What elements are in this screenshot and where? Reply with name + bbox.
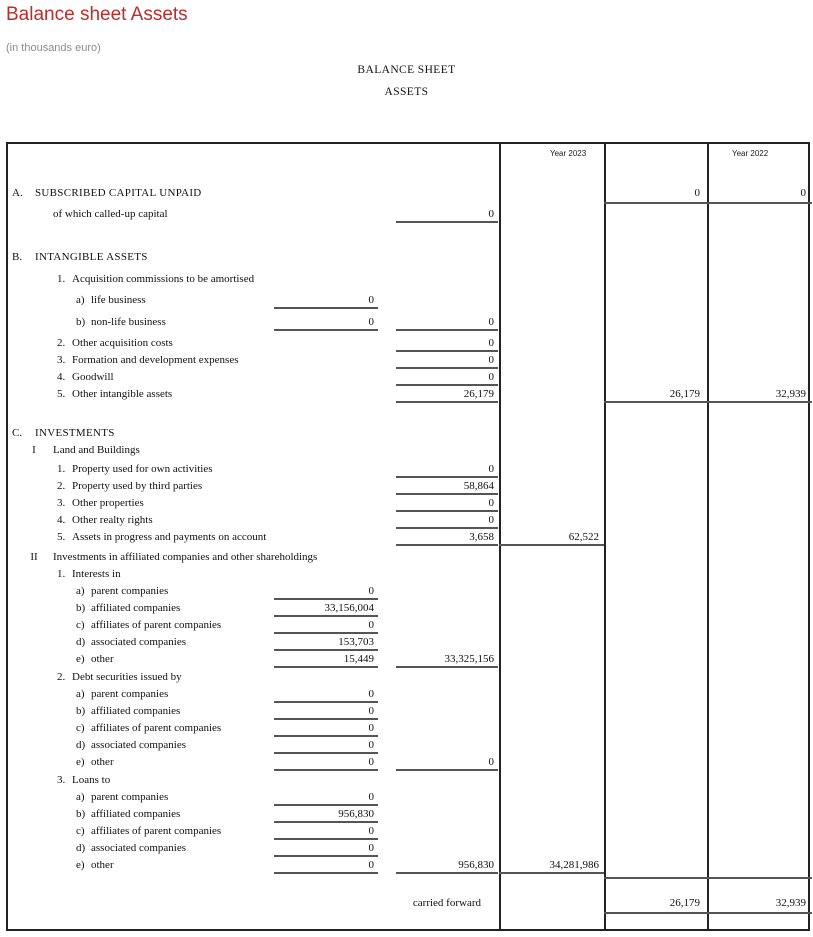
row-marker: I — [32, 444, 36, 456]
row-label: SUBSCRIBED CAPITAL UNPAID — [35, 187, 202, 199]
row-label: other — [91, 653, 114, 665]
row-land-and-buildings — [8, 444, 808, 458]
cell-underline — [396, 221, 498, 223]
cell-underline — [274, 735, 378, 737]
value-subtotal: 0 — [488, 371, 494, 383]
row-marker: d) — [76, 842, 86, 854]
column-header-year-2023: Year 2023 — [550, 149, 587, 158]
row-label: Other acquisition costs — [72, 337, 173, 349]
row-label: Property used by third parties — [72, 480, 203, 492]
row-marker: 5. — [57, 531, 66, 543]
carried-forward-label: carried forward — [412, 897, 481, 909]
value-subtotal: 956,830 — [458, 859, 494, 871]
row-marker: 5. — [57, 388, 66, 400]
row-other-acquisition-costs — [8, 337, 808, 351]
cell-underline — [604, 912, 812, 914]
row-marker: 2. — [57, 480, 66, 492]
value-detail: 33,156,004 — [324, 602, 374, 614]
row-loans-associated-companies — [8, 842, 808, 856]
row-label: Other properties — [72, 497, 144, 509]
cell-underline — [396, 350, 498, 352]
row-label: affiliated companies — [91, 705, 181, 717]
row-marker: 4. — [57, 514, 66, 526]
row-interests-parent-companies — [8, 585, 808, 599]
value-section-total-2023: 34,281,986 — [549, 859, 599, 871]
value-total-2022: 0 — [800, 187, 806, 199]
row-marker: e) — [76, 653, 85, 665]
cell-underline — [274, 329, 378, 331]
row-label: associated companies — [91, 739, 186, 751]
value-subtotal: 0 — [488, 463, 494, 475]
cell-underline — [274, 769, 378, 771]
value-detail: 15,449 — [343, 653, 374, 665]
cell-underline — [604, 202, 812, 204]
row-interests-in — [8, 568, 808, 582]
value-subtotal: 0 — [488, 337, 494, 349]
row-marker: 4. — [57, 371, 66, 383]
row-label: affiliates of parent companies — [91, 722, 222, 734]
row-goodwill — [8, 371, 808, 385]
row-marker: B. — [12, 251, 23, 263]
row-other-intangible-assets — [8, 388, 808, 402]
row-marker: c) — [76, 722, 85, 734]
cell-underline — [274, 838, 378, 840]
row-debt-securities — [8, 671, 808, 685]
page-subtitle: (in thousands euro) — [6, 42, 101, 54]
cell-underline — [396, 476, 498, 478]
row-label: life business — [91, 294, 146, 306]
value-detail: 0 — [368, 688, 374, 700]
cell-topline — [604, 877, 812, 879]
row-label: Assets in progress and payments on account — [72, 531, 267, 543]
row-interests-affiliates-of-parent — [8, 619, 808, 633]
value-section-total-2023: 62,522 — [568, 531, 599, 543]
row-subscribed-capital-unpaid — [8, 187, 808, 201]
cell-underline — [499, 544, 604, 546]
row-label: Land and Buildings — [53, 444, 140, 456]
cell-underline — [274, 872, 378, 874]
row-marker: d) — [76, 636, 86, 648]
value-detail: 0 — [368, 722, 374, 734]
row-label: Other realty rights — [72, 514, 153, 526]
value-subtotal: 26,179 — [463, 388, 494, 400]
document-heading-line1: BALANCE SHEET — [357, 64, 456, 76]
document-heading-line2: ASSETS — [384, 86, 429, 98]
row-marker: e) — [76, 756, 85, 768]
row-label: parent companies — [91, 585, 169, 597]
row-marker: b) — [76, 808, 86, 820]
value-subtotal: 0 — [488, 354, 494, 366]
cell-underline — [274, 615, 378, 617]
row-marker: a) — [76, 585, 85, 597]
value-total-2023: 0 — [694, 187, 700, 199]
row-label: INTANGIBLE ASSETS — [35, 251, 148, 263]
cell-underline — [274, 821, 378, 823]
row-marker: e) — [76, 859, 85, 871]
row-loans-to — [8, 774, 808, 788]
balance-sheet-table — [6, 142, 810, 931]
value-subtotal: 0 — [488, 514, 494, 526]
value-total-2022: 32,939 — [775, 388, 806, 400]
cell-underline — [274, 855, 378, 857]
row-marker: b) — [76, 602, 86, 614]
cell-underline — [396, 401, 498, 403]
row-called-up-capital — [8, 208, 808, 222]
cell-underline — [274, 632, 378, 634]
cell-underline — [274, 666, 378, 668]
value-detail: 0 — [368, 791, 374, 803]
value-subtotal: 33,325,156 — [444, 653, 494, 665]
row-marker: 1. — [57, 463, 66, 475]
row-marker: A. — [12, 187, 23, 199]
row-label: Loans to — [72, 774, 111, 786]
row-label: Debt securities issued by — [72, 671, 182, 683]
row-marker: b) — [76, 705, 86, 717]
row-life-business — [8, 294, 808, 308]
value-total-2023: 26,179 — [669, 897, 700, 909]
value-detail: 0 — [368, 859, 374, 871]
value-total-2022: 32,939 — [775, 897, 806, 909]
cell-underline — [274, 307, 378, 309]
row-other-realty-rights — [8, 514, 808, 528]
cell-underline — [396, 527, 498, 529]
value-subtotal: 0 — [488, 756, 494, 768]
cell-underline — [274, 804, 378, 806]
row-label: INVESTMENTS — [35, 427, 115, 439]
row-marker: a) — [76, 791, 85, 803]
row-label: affiliated companies — [91, 602, 181, 614]
row-debt-associated-companies — [8, 739, 808, 753]
row-interests-affiliated-companies — [8, 602, 808, 616]
value-subtotal: 0 — [488, 316, 494, 328]
cell-underline — [274, 598, 378, 600]
cell-underline — [396, 493, 498, 495]
row-acquisition-commissions — [8, 273, 808, 287]
row-label: associated companies — [91, 842, 186, 854]
value-detail: 0 — [368, 585, 374, 597]
row-marker: 3. — [57, 354, 66, 366]
row-loans-parent-companies — [8, 791, 808, 805]
row-label: Property used for own activities — [72, 463, 213, 475]
cell-underline — [396, 384, 498, 386]
value-detail: 0 — [368, 825, 374, 837]
value-subtotal: 0 — [488, 497, 494, 509]
value-detail: 0 — [368, 756, 374, 768]
value-detail: 0 — [368, 705, 374, 717]
cell-underline — [396, 666, 498, 668]
value-subtotal: 0 — [488, 208, 494, 220]
row-carried-forward — [8, 897, 808, 911]
row-label: Formation and development expenses — [72, 354, 239, 366]
value-detail: 0 — [368, 739, 374, 751]
row-label: Acquisition commissions to be amortised — [72, 273, 255, 285]
row-debt-affiliates-of-parent — [8, 722, 808, 736]
row-loans-affiliated-companies — [8, 808, 808, 822]
row-label: affiliates of parent companies — [91, 825, 222, 837]
row-loans-other — [8, 859, 808, 873]
cell-underline — [274, 752, 378, 754]
row-label: other — [91, 859, 114, 871]
cell-underline — [274, 701, 378, 703]
row-other-properties — [8, 497, 808, 511]
row-marker: 2. — [57, 337, 66, 349]
page-title: Balance sheet Assets — [6, 4, 188, 25]
row-marker: b) — [76, 316, 86, 328]
value-detail: 956,830 — [338, 808, 374, 820]
row-marker: a) — [76, 294, 85, 306]
cell-underline — [396, 329, 498, 331]
row-property-third-parties — [8, 480, 808, 494]
row-intangible-assets — [8, 251, 808, 265]
row-label: Interests in — [72, 568, 121, 580]
cell-underline — [396, 769, 498, 771]
value-detail: 153,703 — [338, 636, 374, 648]
row-marker: d) — [76, 739, 86, 751]
row-label: parent companies — [91, 688, 169, 700]
cell-underline — [274, 649, 378, 651]
row-non-life-business — [8, 316, 808, 330]
row-investments-affiliated — [8, 551, 808, 565]
cell-underline — [274, 718, 378, 720]
row-formation-development-expenses — [8, 354, 808, 368]
value-subtotal: 58,864 — [463, 480, 494, 492]
row-marker: 2. — [57, 671, 66, 683]
cell-underline — [604, 401, 812, 403]
row-label: other — [91, 756, 114, 768]
value-detail: 0 — [368, 842, 374, 854]
row-marker: 1. — [57, 273, 66, 285]
row-label: Goodwill — [72, 371, 114, 383]
row-property-own-activities — [8, 463, 808, 477]
value-total-2023: 26,179 — [669, 388, 700, 400]
row-marker: 1. — [57, 568, 66, 580]
cell-underline — [396, 510, 498, 512]
row-investments — [8, 427, 808, 441]
row-label: Investments in affiliated companies and other shareholdings — [53, 551, 318, 563]
row-interests-associated-companies — [8, 636, 808, 650]
row-interests-other — [8, 653, 808, 667]
row-debt-other — [8, 756, 808, 770]
row-marker: II — [30, 551, 38, 563]
cell-underline — [396, 367, 498, 369]
row-label: parent companies — [91, 791, 169, 803]
row-label: Other intangible assets — [72, 388, 173, 400]
column-header-year-2022: Year 2022 — [732, 149, 769, 158]
row-label: of which called-up capital — [53, 208, 168, 220]
row-label: non-life business — [91, 316, 166, 328]
cell-underline — [499, 872, 604, 874]
row-marker: c) — [76, 825, 85, 837]
row-marker: a) — [76, 688, 85, 700]
value-detail: 0 — [368, 619, 374, 631]
cell-underline — [396, 544, 498, 546]
value-detail: 0 — [368, 316, 374, 328]
row-assets-in-progress — [8, 531, 808, 545]
row-label: affiliated companies — [91, 808, 181, 820]
row-label: associated companies — [91, 636, 186, 648]
row-debt-affiliated-companies — [8, 705, 808, 719]
row-label: affiliates of parent companies — [91, 619, 222, 631]
row-marker: c) — [76, 619, 85, 631]
cell-underline — [396, 872, 498, 874]
row-marker: 3. — [57, 497, 66, 509]
row-loans-affiliates-of-parent — [8, 825, 808, 839]
value-subtotal: 3,658 — [469, 531, 494, 543]
row-marker: 3. — [57, 774, 66, 786]
value-detail: 0 — [368, 294, 374, 306]
row-debt-parent-companies — [8, 688, 808, 702]
row-marker: C. — [12, 427, 23, 439]
